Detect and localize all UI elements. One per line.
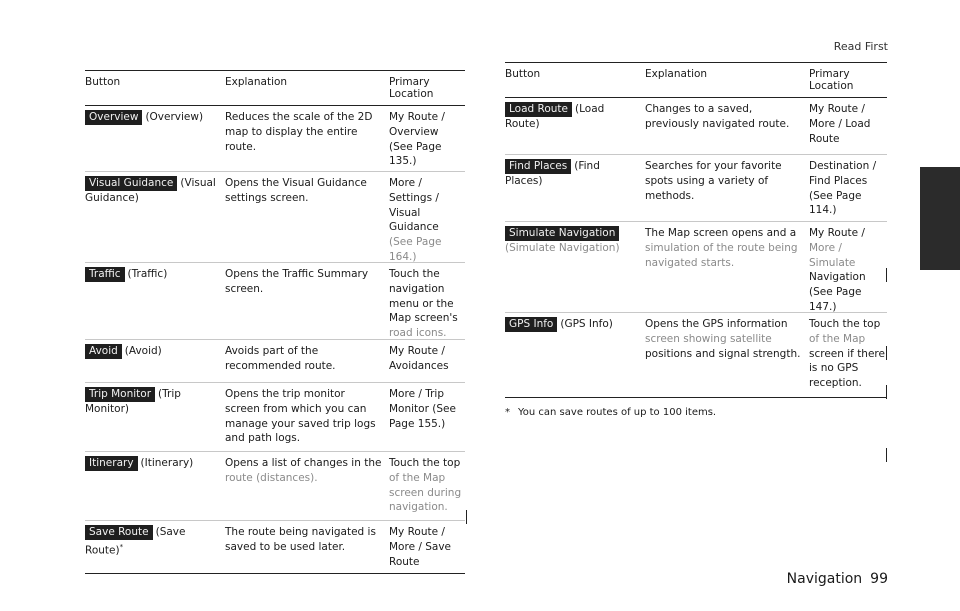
- explanation: Reduces the scale of the 2D map to display the entire route.: [225, 111, 373, 153]
- table-row: [85, 340, 465, 383]
- chapter-tab: [920, 167, 960, 270]
- explanation: Opens the Visual Guidance settings screen.: [225, 177, 367, 204]
- explanation: Opens a list of changes in the: [225, 457, 382, 469]
- explanation: The Map screen opens and a: [645, 227, 797, 239]
- header-primary-location: Primary Location: [389, 76, 434, 100]
- primary-location: Touch the top: [389, 457, 461, 469]
- gps-info-button[interactable]: GPS Info: [505, 317, 557, 332]
- margin-mark: [886, 448, 887, 462]
- footer-section: Navigation: [786, 571, 863, 587]
- primary-location-tail: Navigation (See Page 147.): [809, 271, 866, 313]
- explanation: The route being navigated is saved to be used later.: [225, 526, 376, 553]
- button-caption: (Visual Guidance): [85, 177, 216, 204]
- left-table: [85, 70, 465, 574]
- table-row: [505, 155, 887, 222]
- right-table: [505, 62, 887, 421]
- simulate-navigation-button[interactable]: Simulate Navigation: [505, 226, 619, 241]
- button-caption: (Overview): [145, 111, 204, 123]
- explanation: Opens the trip monitor screen from which you can manage your saved trip logs and path logs.: [225, 388, 376, 445]
- header-explanation: Explanation: [645, 68, 708, 80]
- table-row: [85, 263, 465, 340]
- header-explanation: Explanation: [225, 76, 288, 88]
- table-row: [85, 106, 465, 172]
- header-primary-location: Primary Location: [809, 68, 854, 92]
- traffic-button[interactable]: Traffic: [85, 267, 125, 282]
- page-footer: [787, 571, 888, 587]
- explanation: Searches for your favorite spots using a variety of methods.: [645, 160, 782, 202]
- button-caption: (GPS Info): [560, 318, 613, 330]
- primary-location-note: road icons.: [389, 327, 447, 340]
- running-header: Read First: [833, 40, 888, 53]
- table-row: [505, 98, 887, 155]
- primary-location-note: More / Simulate: [809, 241, 856, 269]
- explanation: Changes to a saved, previously navigated route.: [645, 103, 790, 130]
- primary-location-note: of the Map: [809, 332, 866, 345]
- table-row: [85, 172, 465, 263]
- primary-location: My Route / More / Load Route: [809, 103, 871, 145]
- margin-mark: [466, 510, 467, 524]
- button-caption: (Simulate Navigation): [505, 242, 620, 254]
- overview-button[interactable]: Overview: [85, 110, 142, 125]
- explanation: Opens the Traffic Summary screen.: [225, 268, 369, 295]
- save-route-button[interactable]: Save Route: [85, 525, 153, 540]
- primary-location: Touch the navigation menu or the Map screen's: [389, 268, 458, 325]
- itinerary-button[interactable]: Itinerary: [85, 456, 138, 471]
- primary-location: Destination / Find Places (See Page 114.): [809, 160, 877, 217]
- primary-location: My Route / Avoidances: [389, 345, 449, 372]
- footnote: [505, 406, 887, 421]
- avoid-button[interactable]: Avoid: [85, 344, 122, 359]
- button-caption: (Avoid): [124, 345, 162, 357]
- visual-guidance-button[interactable]: Visual Guidance: [85, 176, 177, 191]
- header-button: Button: [85, 76, 121, 88]
- primary-location: My Route / Overview (See Page 135.): [389, 111, 445, 168]
- primary-location: More / Settings / Visual Guidance: [389, 177, 439, 234]
- footnote-marker: *: [119, 543, 124, 551]
- find-places-button[interactable]: Find Places: [505, 159, 571, 174]
- button-caption: (Trip Monitor): [85, 388, 181, 415]
- explanation-note: screen showing satellite: [645, 332, 772, 345]
- explanation-note: simulation of the route being navigated starts.: [645, 241, 798, 269]
- explanation-tail: positions and signal strength.: [645, 347, 801, 360]
- primary-location-note: (See Page 164.): [389, 236, 442, 263]
- primary-location: My Route / More / Save Route: [389, 526, 452, 568]
- explanation: Avoids part of the recommended route.: [225, 345, 336, 372]
- footnote-text: You can save routes of up to 100 items.: [518, 407, 717, 418]
- button-caption: (Traffic): [127, 268, 168, 280]
- trip-monitor-button[interactable]: Trip Monitor: [85, 387, 155, 402]
- table-row: [505, 222, 887, 313]
- button-caption: (Itinerary): [140, 457, 194, 469]
- header-button: Button: [505, 68, 541, 80]
- table-row: [505, 313, 887, 398]
- explanation: Opens the GPS information: [645, 318, 788, 330]
- load-route-button[interactable]: Load Route: [505, 102, 572, 117]
- button-caption: (Load Route): [505, 103, 605, 130]
- primary-location: My Route /: [809, 227, 865, 239]
- primary-location: Touch the top: [809, 318, 881, 330]
- table-row: [85, 521, 465, 574]
- table-header: [505, 62, 887, 98]
- primary-location: More / Trip Monitor (See Page 155.): [389, 388, 456, 430]
- button-caption: (Find Places): [505, 160, 600, 187]
- footnote-marker: *: [505, 407, 510, 418]
- explanation-note: route (distances).: [225, 471, 318, 484]
- page-number: 99: [870, 571, 888, 587]
- table-row: [85, 452, 465, 521]
- primary-location-note: of the Map screen during navigation.: [389, 471, 462, 514]
- button-caption: (Save Route): [85, 526, 186, 557]
- primary-location-tail: screen if there is no GPS reception.: [809, 347, 885, 390]
- table-row: [85, 383, 465, 452]
- table-header: [85, 70, 465, 106]
